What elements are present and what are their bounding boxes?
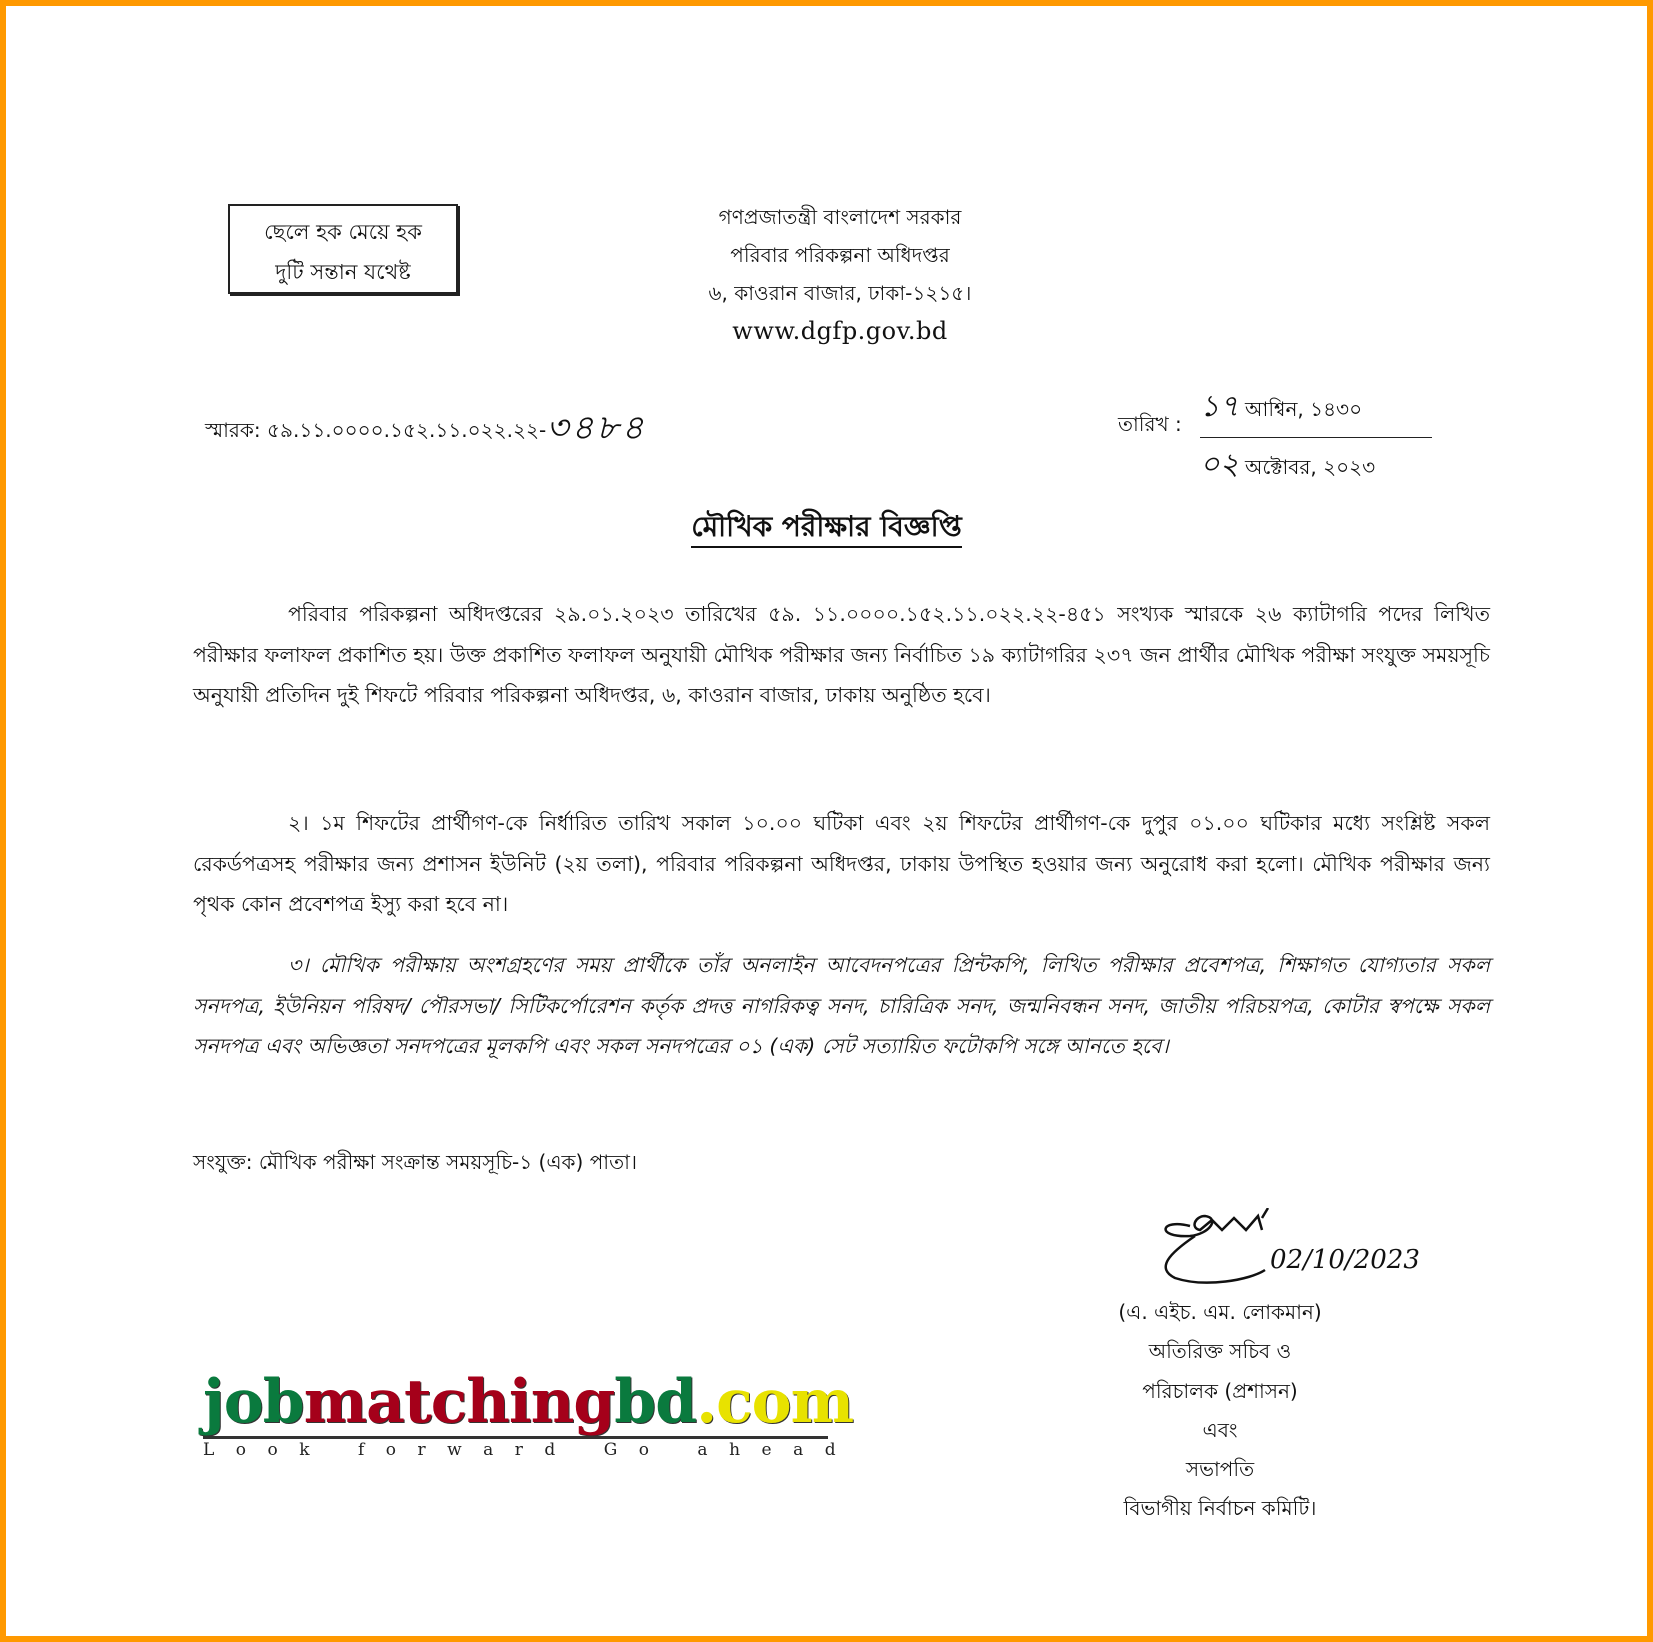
signatory-name: (এ. এইচ. এম. লোকমান) xyxy=(1118,1300,1322,1324)
english-day-handwritten: ০২ xyxy=(1200,447,1240,482)
notice-title xyxy=(0,505,1653,552)
brand-part-bd: bd xyxy=(614,1367,697,1437)
brand-part-com: .com xyxy=(696,1367,854,1437)
paragraph-1 xyxy=(193,594,1490,716)
brand-part-job: job xyxy=(203,1367,304,1437)
watermark-tagline: Look forward Go ahead xyxy=(203,1440,858,1460)
date-label: তারিখ : xyxy=(1118,412,1182,436)
department-name: পরিবার পরিকল্পনা অধিদপ্তর xyxy=(730,243,950,267)
address: ৬, কাওরান বাজার, ঢাকা-১২১৫। xyxy=(708,281,972,305)
bangla-date xyxy=(1200,382,1432,438)
english-date xyxy=(1200,438,1432,491)
watermark-brand xyxy=(203,1367,863,1437)
memo-number-handwritten: ৩৪৮৪ xyxy=(546,408,647,448)
enclosure-note: সংযুক্ত: মৌখিক পরীক্ষা সংক্রান্ত সময়সূচি-১ (এক) পাতা। xyxy=(193,1150,638,1174)
brand-part-matching: matching xyxy=(303,1367,615,1437)
paragraph-1-text: পরিবার পরিকল্পনা অধিদপ্তরের ২৯.০১.২০২৩ তারিখের ৫৯. ১১.০০০০.১৫২.১১.০২২.২২-৪৫১ সংখ্যক স্মারকে ২৬ ক্যাটাগরি পদের লিখিত পরীক্ষার ফলাফল প্রকাশিত হয়। উক্ত প্রকাশিত ফলাফল অনুযায়ী মৌখিক পরীক্ষার জন্য নির্বাচিত ১৯ ক্যাটাগরির ২৩৭ জন প্রার্থীর মৌখিক পরীক্ষা সংযুক্ত সময়সূচি অনুযায়ী প্রতিদিন দুই শিফটে পরিবার পরিকল্পনা অধিদপ্তর, ৬, কাওরান বাজার, ঢাকায় অনুষ্ঠিত হবে। xyxy=(193,602,1490,707)
slogan-line-2: দুটি সন্তান যথেষ্ট xyxy=(275,260,411,284)
signatory-conjunction: এবং xyxy=(1202,1417,1238,1442)
signatory-block xyxy=(1070,1293,1370,1529)
paragraph-3 xyxy=(193,945,1490,1067)
signature-date-handwritten: 02/10/2023 xyxy=(1270,1245,1420,1275)
slogan-box xyxy=(228,204,458,294)
paragraph-3-text: ৩। মৌখিক পরীক্ষায় অংশগ্রহণের সময় প্রার্থীকে তাঁর অনলাইন আবেদনপত্রের প্রিন্টকপি, লিখিত পরীক্ষার প্রবেশপত্র, শিক্ষাগত যোগ্যতার সকল সনদপত্র, ইউনিয়ন পরিষদ/ পৌরসভা/ সিটিকর্পোরেশন কর্তৃক প্রদত্ত নাগরিকত্ব সনদ, চারিত্রিক সনদ, জন্মনিবন্ধন সনদ, জাতীয় পরিচয়পত্র, কোটার স্বপক্ষে সকল সনদপত্র এবং অভিজ্ঞতা সনদপত্রের মূলকপি এবং সকল সনদপত্রের ০১ (এক) সেট সত্যায়িত ফটোকপি সঙ্গে আনতে হবে। xyxy=(193,953,1490,1058)
memo-label: স্মারক: xyxy=(205,418,261,442)
english-month-year: অক্টোবর, ২০২৩ xyxy=(1245,455,1376,479)
bangla-day-handwritten: ১৭ xyxy=(1200,389,1239,424)
letterhead xyxy=(600,198,1080,350)
paragraph-2 xyxy=(193,803,1490,925)
notice-title-text: মৌখিক পরীক্ষার বিজ্ঞপ্তি xyxy=(691,510,961,548)
memo-number-printed: ৫৯.১১.০০০০.১৫২.১১.০২২.২২- xyxy=(267,418,547,442)
government-name: গণপ্রজাতন্ত্রী বাংলাদেশ সরকার xyxy=(718,205,962,229)
slogan-line-1: ছেলে হক মেয়ে হক xyxy=(264,220,422,244)
signatory-title-3: সভাপতি xyxy=(1185,1457,1255,1482)
date-block xyxy=(1200,382,1432,491)
signatory-title-2: পরিচালক (প্রশাসন) xyxy=(1142,1378,1298,1403)
signatory-title-1: অতিরিক্ত সচিব ও xyxy=(1148,1339,1292,1364)
bangla-month-year: আশ্বিন, ১৪৩০ xyxy=(1244,397,1363,421)
website-link[interactable]: www.dgfp.gov.bd xyxy=(732,317,948,345)
paragraph-2-text: ২। ১ম শিফটের প্রার্থীগণ-কে নির্ধারিত তারিখ সকাল ১০.০০ ঘটিকা এবং ২য় শিফটের প্রার্থীগণ-কে দুপুর ০১.০০ ঘটিকার মধ্যে সংশ্লিষ্ট সকল রেকর্ডপত্রসহ পরীক্ষার জন্য প্রশাসন ইউনিট (২য় তলা), পরিবার পরিকল্পনা অধিদপ্তর, ঢাকায় উপস্থিত হওয়ার জন্য অনুরোধ করা হলো। মৌখিক পরীক্ষার জন্য পৃথক কোন প্রবেশপত্র ইস্যু করা হবে না। xyxy=(193,811,1490,916)
memo-number xyxy=(205,402,647,459)
signatory-committee: বিভাগীয় নির্বাচন কমিটি। xyxy=(1123,1496,1317,1521)
watermark-logo xyxy=(203,1367,863,1460)
